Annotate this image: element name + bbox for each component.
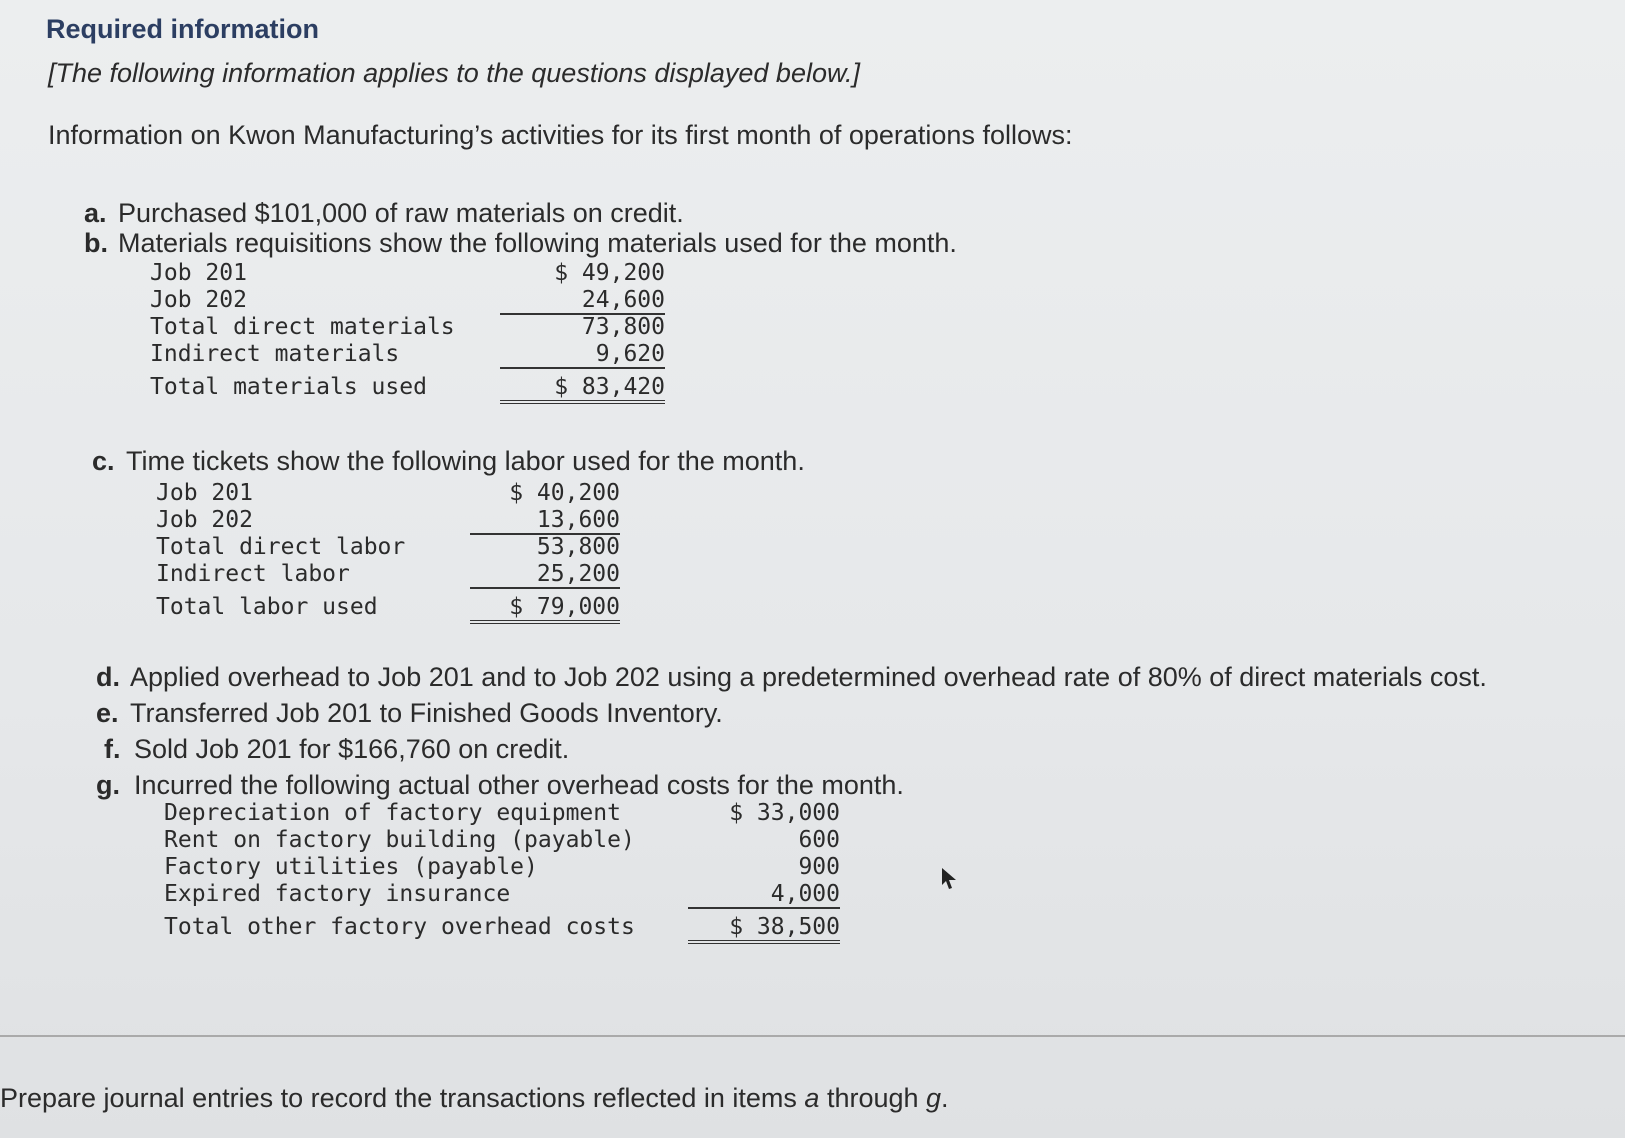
table-row: Rent on factory building (payable) 600 bbox=[164, 827, 840, 853]
item-c-text: Time tickets show the following labor used for the month. bbox=[126, 446, 805, 476]
item-f-text: Sold Job 201 for $166,760 on credit. bbox=[134, 734, 570, 764]
labor-table bbox=[156, 480, 620, 621]
item-a-text: Purchased $101,000 of raw materials on credit. bbox=[118, 198, 684, 228]
table-row: Total labor used $ 79,000 bbox=[156, 594, 620, 621]
table-row: Job 202 13,600 bbox=[156, 507, 620, 533]
instruction-prompt: Prepare journal entries to record the transactions reflected in items a through g. bbox=[0, 1083, 949, 1113]
table-row: Job 201 $ 40,200 bbox=[156, 480, 620, 506]
item-f-label: f. bbox=[104, 734, 121, 764]
table-row: Total other factory overhead costs $ 38,500 bbox=[164, 914, 840, 941]
table-row: Total direct labor 53,800 bbox=[156, 534, 620, 560]
item-e bbox=[96, 698, 723, 729]
item-e-label: e. bbox=[96, 698, 119, 728]
intro-paragraph: Information on Kwon Manufacturing’s activities for its first month of operations follows: bbox=[48, 120, 1073, 150]
item-a-label: a. bbox=[84, 198, 107, 228]
item-b bbox=[84, 228, 957, 259]
required-information-heading: Required information bbox=[46, 14, 320, 44]
item-e-text: Transferred Job 201 to Finished Goods Inventory. bbox=[130, 698, 723, 728]
materials-table bbox=[150, 260, 665, 401]
item-f bbox=[104, 734, 569, 765]
item-g-text: Incurred the following actual other overhead costs for the month. bbox=[134, 770, 904, 800]
item-a bbox=[84, 198, 684, 229]
item-g-label: g. bbox=[96, 770, 120, 800]
mouse-cursor-icon bbox=[938, 866, 960, 892]
overhead-table bbox=[164, 800, 840, 941]
table-row: Job 201 $ 49,200 bbox=[150, 260, 665, 286]
table-row: Indirect labor 25,200 bbox=[156, 561, 620, 587]
table-row: Total materials used $ 83,420 bbox=[150, 374, 665, 401]
item-d-label: d. bbox=[96, 662, 120, 692]
item-c-label: c. bbox=[92, 446, 115, 476]
table-row: Job 202 24,600 bbox=[150, 287, 665, 313]
table-row: Expired factory insurance 4,000 bbox=[164, 881, 840, 907]
table-row: Indirect materials 9,620 bbox=[150, 341, 665, 367]
item-b-label: b. bbox=[84, 228, 108, 258]
table-row: Depreciation of factory equipment $ 33,000 bbox=[164, 800, 840, 826]
info-applies-note: [The following information applies to the questions displayed below.] bbox=[48, 58, 860, 88]
section-divider bbox=[0, 1035, 1625, 1037]
item-c bbox=[92, 446, 805, 477]
item-d-text: Applied overhead to Job 201 and to Job 202 using a predetermined overhead rate of 80% of direct materials cost. bbox=[130, 662, 1487, 692]
table-row: Factory utilities (payable) 900 bbox=[164, 854, 840, 880]
item-d bbox=[96, 662, 1487, 693]
table-row: Total direct materials 73,800 bbox=[150, 314, 665, 340]
item-g bbox=[96, 770, 904, 801]
item-b-text: Materials requisitions show the following materials used for the month. bbox=[118, 228, 957, 258]
